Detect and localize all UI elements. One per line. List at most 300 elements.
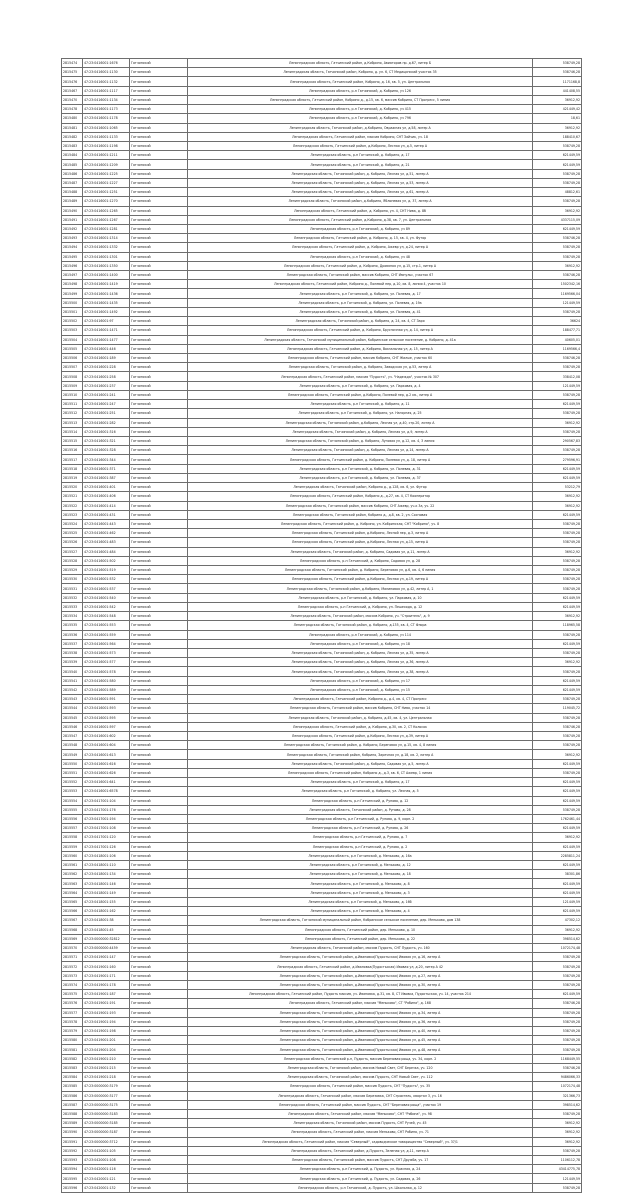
- cadastral-number-cell: 47:23:0416001:577: [83, 658, 130, 667]
- table-row: [62, 123, 582, 132]
- record-id-cell: 2815508: [62, 372, 83, 381]
- table-row: [62, 344, 582, 353]
- table-row: [62, 722, 582, 731]
- cadastral-number-cell: 47:23:0416001:626: [83, 768, 130, 777]
- district-cell: Гатчинский: [130, 1045, 188, 1054]
- cadastral-number-cell: 47:23:0420001:108: [83, 1156, 130, 1165]
- address-cell: Ленинградская область, Гатчинский район, массив "Меньково", СНТ "Рябина", уч. 98: [188, 1109, 533, 1118]
- cadastral-number-cell: 47:23:0417001:126: [83, 842, 130, 851]
- cadastral-number-cell: 47:23:0419001:187: [83, 990, 130, 999]
- value-cell: 441408,55: [533, 86, 582, 95]
- address-cell: Ленинградская область, Гатчинский район, Кобрино д., д.128, кв. 6, ул. Футор: [188, 483, 533, 492]
- table-row: [62, 851, 582, 860]
- address-cell: Ленинградская область, Гатчинский район, д.Кобрино, Яблоневая ул, д. 37, литер А: [188, 197, 533, 206]
- address-cell: Ленинградская область, Гатчинский район, д.Кобрино, Овражная ул, д.58, литер А: [188, 123, 533, 132]
- address-cell: Ленинградская область, Гатчинский район, массив Кобрино, СНТ Жилые, участок 60: [188, 354, 533, 363]
- address-cell: Ленинградская область, Гатчинский район, Кобрино д., д.15, кв. 6, массив Кобрино, СТ Прогресс, 5 линия: [188, 95, 533, 104]
- cadastral-number-cell: 47:23:0416001:1209: [83, 160, 130, 169]
- value-cell: 538749,28: [533, 538, 582, 547]
- value-cell: 121449,59: [533, 1174, 582, 1183]
- cadastral-number-cell: 47:23:0419001:215: [83, 1063, 130, 1072]
- record-id-cell: 2815533: [62, 602, 83, 611]
- record-id-cell: 2815576: [62, 999, 83, 1008]
- district-cell: Гатчинский: [130, 685, 188, 694]
- table-row: [62, 1128, 582, 1137]
- value-cell: 36912,92: [533, 750, 582, 759]
- table-row: [62, 1146, 582, 1155]
- record-id-cell: 2815572: [62, 962, 83, 971]
- table-row: [62, 446, 582, 455]
- table-row: [62, 473, 582, 482]
- district-cell: Гатчинский: [130, 805, 188, 814]
- value-cell: 118965,58: [533, 621, 582, 630]
- record-id-cell: 2815529: [62, 566, 83, 575]
- table-row: [62, 695, 582, 704]
- address-cell: Ленинградская область, Гатчинский район, д.Кобрино, Авиаторов пр. д.67, литер Б: [188, 59, 533, 68]
- district-cell: Гатчинский: [130, 768, 188, 777]
- cadastral-number-cell: 47:23:0416001:641: [83, 778, 130, 787]
- value-cell: 538749,28: [533, 584, 582, 593]
- address-cell: Ленинградская область, Гатчинский район, д.Кобрино, Малиновая ул, д.42, литер А, 1: [188, 584, 533, 593]
- table-row: [62, 953, 582, 962]
- address-cell: Ленинградская область, Гатчинский район, д. Кобрино, Береговая ул, д.6, кв. 4, 6 линия: [188, 566, 533, 575]
- district-cell: Гатчинский: [130, 206, 188, 215]
- address-cell: Ленинградская область, Гатчинский район, д. Кобрино, Лесная ул, д.35, литер А: [188, 649, 533, 658]
- table-row: [62, 925, 582, 934]
- record-id-cell: 2815523: [62, 510, 83, 519]
- record-id-cell: 2815516: [62, 446, 83, 455]
- cadastral-number-cell: 47:23:0416001:6578: [83, 787, 130, 796]
- district-cell: Гатчинский: [130, 243, 188, 252]
- address-cell: Ленинградская область, Гатчинский район, д. Кобрино, Заводская ул, д.53, литер А: [188, 363, 533, 372]
- district-cell: Гатчинский: [130, 1119, 188, 1128]
- address-cell: Ленинградская область, Гатчинский район, Пудость массив, уч. Ивановка, д.31, кв. 8, СТ Ивовка, Пудостьская, уч. 14, участок 214: [188, 990, 533, 999]
- record-id-cell: 2815587: [62, 1100, 83, 1109]
- address-cell: Ленинградская область, Гатчинский район, массив Меньково, СНТ Рябина, уч. 71: [188, 1128, 533, 1137]
- record-id-cell: 2815570: [62, 944, 83, 953]
- value-cell: 538749,28: [533, 1045, 582, 1054]
- table-row: [62, 178, 582, 187]
- value-cell: 36912,92: [533, 492, 582, 501]
- value-cell: 538749,28: [533, 630, 582, 639]
- table-row: [62, 584, 582, 593]
- district-cell: Гатчинский: [130, 1100, 188, 1109]
- address-cell: Ленинградская область, Гатчинский район, д. Кобрино, Лесная ул, д.36, литер А: [188, 658, 533, 667]
- value-cell: 538749,28: [533, 768, 582, 777]
- cadastral-number-cell: 47:23:0417001:108: [83, 824, 130, 833]
- cadastral-number-cell: 47:23:0416001:247: [83, 400, 130, 409]
- cadastral-number-cell: 47:23:0416001:580: [83, 676, 130, 685]
- value-cell: 621449,59: [533, 787, 582, 796]
- cadastral-number-cell: 47:23:0416001:602: [83, 731, 130, 740]
- address-cell: Ленинградская область, Гатчинский муниципальный район, Кобринское сельское поселение, дер. Меньково, дом 138: [188, 916, 533, 925]
- district-cell: Гатчинский: [130, 1156, 188, 1165]
- cadastral-number-cell: 47:23:0418001:146: [83, 879, 130, 888]
- record-id-cell: 2815551: [62, 768, 83, 777]
- cadastral-number-cell: 47:23:0417001:176: [83, 805, 130, 814]
- cadastral-number-cell: 47:23:0000000:3712: [83, 1137, 130, 1146]
- value-cell: 53212,79: [533, 483, 582, 492]
- cadastral-number-cell: 47:23:0416001:228: [83, 363, 130, 372]
- table-row: [62, 731, 582, 740]
- record-id-cell: 2815547: [62, 731, 83, 740]
- value-cell: 538749,28: [533, 695, 582, 704]
- cadastral-number-cell: 47:23:0416001:1281: [83, 224, 130, 233]
- address-cell: Ленинградская область, Гатчинский район, массив Пудость, СНТ Дружба, уч. 17: [188, 1156, 533, 1165]
- address-cell: Ленинградская область, Гатчинский район, д.Кобрино, Лесной пер, д.3, литер А: [188, 529, 533, 538]
- district-cell: Гатчинский: [130, 77, 188, 86]
- cadastral-number-cell: 47:23:0419001:193: [83, 1008, 130, 1017]
- table-row: [62, 575, 582, 584]
- district-cell: Гатчинский: [130, 593, 188, 602]
- value-cell: 36912,92: [533, 1119, 582, 1128]
- table-row: [62, 1165, 582, 1174]
- district-cell: Гатчинский: [130, 1026, 188, 1035]
- record-id-cell: 2815569: [62, 934, 83, 943]
- district-cell: Гатчинский: [130, 317, 188, 326]
- record-id-cell: 2815550: [62, 759, 83, 768]
- address-cell: Ленинградская область, Гатчинский район, дер. Меньково, д. 10: [188, 925, 533, 934]
- district-cell: Гатчинский: [130, 105, 188, 114]
- table-row: [62, 639, 582, 648]
- cadastral-number-cell: 47:23:0416001:542: [83, 602, 130, 611]
- record-id-cell: 2815560: [62, 851, 83, 860]
- record-id-cell: 2815583: [62, 1063, 83, 1072]
- table-row: [62, 1045, 582, 1054]
- district-cell: Гатчинский: [130, 234, 188, 243]
- table-row: [62, 612, 582, 621]
- table-row: [62, 289, 582, 298]
- value-cell: 538749,28: [533, 446, 582, 455]
- address-cell: Ленинградская область, Гатчинский район, Кобрино д., д.27, кв. 4, СТ Кооператор: [188, 492, 533, 501]
- district-cell: Гатчинский: [130, 95, 188, 104]
- address-cell: Ленинградская область, Гатчинский район, д. Кобрино, Ажевр ул, д.24, литер А: [188, 243, 533, 252]
- cadastral-number-cell: 47:23:0416001:1251: [83, 188, 130, 197]
- address-cell: Ленинградская область, Гатчинский район, массив Пудость, СНТ Пудость, уч. 160: [188, 944, 533, 953]
- cadastral-number-cell: 47:23:0416001:431: [83, 510, 130, 519]
- district-cell: Гатчинский: [130, 1128, 188, 1137]
- table-row: [62, 59, 582, 68]
- record-id-cell: 2815474: [62, 59, 83, 68]
- district-cell: Гатчинский: [130, 1054, 188, 1063]
- district-cell: Гатчинский: [130, 695, 188, 704]
- value-cell: 36912,92: [533, 547, 582, 556]
- table-row: [62, 510, 582, 519]
- table-row: [62, 436, 582, 445]
- table-row: [62, 685, 582, 694]
- district-cell: Гатчинский: [130, 1137, 188, 1146]
- table-row: [62, 1017, 582, 1026]
- table-row: [62, 556, 582, 565]
- value-cell: 538746,28: [533, 722, 582, 731]
- table-row: [62, 1100, 582, 1109]
- address-cell: Ленинградская область, Гатчинский район, д. Кобрино, ул. 4, СНТ Нива, д. 8б: [188, 206, 533, 215]
- value-cell: 538749,28: [533, 713, 582, 722]
- district-cell: Гатчинский: [130, 354, 188, 363]
- address-cell: Ленинградская область, р-н Гатчинский, д. Руново, д. 9, корп. 2: [188, 814, 533, 823]
- district-cell: Гатчинский: [130, 326, 188, 335]
- address-cell: Ленинградская область, Гатчинский район, дер. Меньково, д. 22: [188, 934, 533, 943]
- address-cell: Ленинградская область, р-н Гатчинский, д. Меньково, д. 4: [188, 907, 533, 916]
- district-cell: Гатчинский: [130, 1073, 188, 1082]
- value-cell: 538749,28: [533, 529, 582, 538]
- cadastral-number-cell: 47:23:0419001:198: [83, 1026, 130, 1035]
- district-cell: Гатчинский: [130, 796, 188, 805]
- cadastral-number-cell: 47:23:0416001:1211: [83, 151, 130, 160]
- value-cell: 538749,28: [533, 1109, 582, 1118]
- table-row: [62, 1054, 582, 1063]
- district-cell: Гатчинский: [130, 1165, 188, 1174]
- value-cell: 621449,59: [533, 151, 582, 160]
- address-cell: Ленинградская область, р-н Гатчинский, д. Меньково, д. 16а: [188, 851, 533, 860]
- cadastral-number-cell: 47:23:0416001:414: [83, 501, 130, 510]
- district-cell: Гатчинский: [130, 1174, 188, 1183]
- table-row: [62, 547, 582, 556]
- value-cell: 538746,28: [533, 1063, 582, 1072]
- property-register-table: [61, 58, 582, 1193]
- record-id-cell: 2815592: [62, 1146, 83, 1155]
- record-id-cell: 2815571: [62, 953, 83, 962]
- district-cell: Гатчинский: [130, 722, 188, 731]
- cadastral-number-cell: 47:23:0416001:1130: [83, 68, 130, 77]
- table-row: [62, 151, 582, 160]
- address-cell: Ленинградская область, Гатчинский район, д.Ивановка(Пудостьская) Ивовая ул, д.27, литер А: [188, 971, 533, 980]
- table-row: [62, 833, 582, 842]
- record-id-cell: 2815530: [62, 575, 83, 584]
- cadastral-number-cell: 47:23:0420001:121: [83, 1174, 130, 1183]
- record-id-cell: 2815487: [62, 178, 83, 187]
- cadastral-number-cell: 47:23:0417001:194: [83, 814, 130, 823]
- address-cell: Ленинградская область, р-н Гатчинский, д. Пудость, ул. Садовая, д. 26: [188, 1174, 533, 1183]
- table-row: [62, 390, 582, 399]
- cadastral-number-cell: 47:23:0416001:237: [83, 381, 130, 390]
- record-id-cell: 2815482: [62, 132, 83, 141]
- value-cell: 621449,59: [533, 796, 582, 805]
- district-cell: Гатчинский: [130, 436, 188, 445]
- district-cell: Гатчинский: [130, 1082, 188, 1091]
- district-cell: Гатчинский: [130, 547, 188, 556]
- record-id-cell: 2815499: [62, 289, 83, 298]
- district-cell: Гатчинский: [130, 1036, 188, 1045]
- table-row: [62, 824, 582, 833]
- district-cell: Гатчинский: [130, 602, 188, 611]
- address-cell: Ленинградская область, Гатчинский район, д.Ивановка(Пудостьская) Ивовая ул, д.45, литер А: [188, 1036, 533, 1045]
- record-id-cell: 2815488: [62, 188, 83, 197]
- value-cell: 621449,59: [533, 224, 582, 233]
- cadastral-number-cell: 47:23:0416001:1225: [83, 169, 130, 178]
- cadastral-number-cell: 47:23:0000000:3187: [83, 1128, 130, 1137]
- value-cell: 621449,59: [533, 400, 582, 409]
- table-row: [62, 630, 582, 639]
- district-cell: Гатчинский: [130, 639, 188, 648]
- cadastral-number-cell: 47:23:0416001:559: [83, 630, 130, 639]
- record-id-cell: 2815506: [62, 354, 83, 363]
- table-row: [62, 1073, 582, 1082]
- record-id-cell: 2815480: [62, 114, 83, 123]
- value-cell: 398514,62: [533, 934, 582, 943]
- district-cell: Гатчинский: [130, 381, 188, 390]
- cadastral-number-cell: 47:23:0416001:1314: [83, 234, 130, 243]
- address-cell: Ленинградская область, Гатчинский район, д. Кобрино, д.30, кв. 2, СТ Колосок: [188, 722, 533, 731]
- cadastral-number-cell: 47:23:0418001:134: [83, 870, 130, 879]
- table-row: [62, 621, 582, 630]
- value-cell: 538749,28: [533, 363, 582, 372]
- table-row: [62, 1156, 582, 1165]
- value-cell: 1169566,04: [533, 289, 582, 298]
- address-cell: Ленинградская область, Гатчинский район, д. Кобрино, Садовая ул, д.11, литер А: [188, 547, 533, 556]
- record-id-cell: 2815496: [62, 261, 83, 270]
- table-row: [62, 778, 582, 787]
- record-id-cell: 2815564: [62, 888, 83, 897]
- cadastral-number-cell: 47:23:0417001:104: [83, 796, 130, 805]
- record-id-cell: 2815537: [62, 639, 83, 648]
- district-cell: Гатчинский: [130, 621, 188, 630]
- table-row: [62, 1026, 582, 1035]
- table-row: [62, 962, 582, 971]
- district-cell: Гатчинский: [130, 132, 188, 141]
- value-cell: 538749,28: [533, 243, 582, 252]
- record-id-cell: 2815563: [62, 879, 83, 888]
- cadastral-number-cell: 47:23:0416001:1117: [83, 86, 130, 95]
- address-cell: Ленинградская область, р-н Гатчинский, д. Меньково, д. 3: [188, 888, 533, 897]
- table-row: [62, 68, 582, 77]
- record-id-cell: 2815486: [62, 169, 83, 178]
- district-cell: Гатчинский: [130, 418, 188, 427]
- address-cell: Ленинградская область, р-н Гатчинский, д. Меньково, д. 8: [188, 879, 533, 888]
- record-id-cell: 2815491: [62, 215, 83, 224]
- district-cell: Гатчинский: [130, 252, 188, 261]
- table-row: [62, 713, 582, 722]
- cadastral-number-cell: 47:23:0416001:1301: [83, 252, 130, 261]
- value-cell: 538749,28: [533, 1183, 582, 1192]
- table-row: [62, 1119, 582, 1128]
- cadastral-number-cell: 47:23:0418001:110: [83, 861, 130, 870]
- address-cell: Ленинградская область, р-н Гатчинский, д. Кобрино, уч 89: [188, 224, 533, 233]
- address-cell: Ленинградская область, Гатчинский район, д.Ивановка(Пудостьская) Ивовая ул, д.34, литер А: [188, 1008, 533, 1017]
- cadastral-number-cell: 47:23:0416001:97: [83, 317, 130, 326]
- table-row: [62, 805, 582, 814]
- value-cell: 1072174,48: [533, 944, 582, 953]
- cadastral-number-cell: 47:23:0418001:155: [83, 897, 130, 906]
- value-cell: 36912,92: [533, 95, 582, 104]
- value-cell: 36912,92: [533, 833, 582, 842]
- district-cell: Гатчинский: [130, 870, 188, 879]
- value-cell: 621449,59: [533, 778, 582, 787]
- record-id-cell: 2815489: [62, 197, 83, 206]
- record-id-cell: 2815568: [62, 925, 83, 934]
- address-cell: Ленинградская область, Гатчинский район, д.Пудость, Зеленая ул, д.11, литер А: [188, 1146, 533, 1155]
- district-cell: Гатчинский: [130, 492, 188, 501]
- table-row: [62, 602, 582, 611]
- cadastral-number-cell: 47:23:0416001:1178: [83, 114, 130, 123]
- district-cell: Гатчинский: [130, 584, 188, 593]
- record-id-cell: 2815536: [62, 630, 83, 639]
- value-cell: 538749,28: [533, 971, 582, 980]
- record-id-cell: 2815502: [62, 317, 83, 326]
- district-cell: Гатчинский: [130, 980, 188, 989]
- record-id-cell: 2815481: [62, 123, 83, 132]
- cadastral-number-cell: 47:23:0418001:162: [83, 907, 130, 916]
- address-cell: Ленинградская область, Гатчинский район, массив Пудость, СНТ "Березовая роща", участок 19: [188, 1100, 533, 1109]
- record-id-cell: 2815539: [62, 658, 83, 667]
- district-cell: Гатчинский: [130, 1063, 188, 1072]
- table-row: [62, 1137, 582, 1146]
- value-cell: 1171168,8: [533, 77, 582, 86]
- cadastral-number-cell: 47:23:0416001:241: [83, 390, 130, 399]
- record-id-cell: 2815515: [62, 436, 83, 445]
- record-id-cell: 2815467: [62, 86, 83, 95]
- record-id-cell: 2815478: [62, 105, 83, 114]
- value-cell: 538749,28: [533, 575, 582, 584]
- cadastral-number-cell: 47:23:0419001:204: [83, 1045, 130, 1054]
- cadastral-number-cell: 47:23:0416001:573: [83, 649, 130, 658]
- cadastral-number-cell: 47:23:0416001:1471: [83, 326, 130, 335]
- district-cell: Гатчинский: [130, 842, 188, 851]
- value-cell: 621449,59: [533, 160, 582, 169]
- record-id-cell: 2815540: [62, 667, 83, 676]
- table-row: [62, 741, 582, 750]
- value-cell: 338412,08: [533, 372, 582, 381]
- value-cell: 36912,92: [533, 261, 582, 270]
- value-cell: 621449,59: [533, 861, 582, 870]
- district-cell: Гатчинский: [130, 538, 188, 547]
- record-id-cell: 2815580: [62, 1036, 83, 1045]
- cadastral-number-cell: 47:23:0416001:344: [83, 455, 130, 464]
- cadastral-number-cell: 47:23:0419001:218: [83, 1073, 130, 1082]
- address-cell: Ленинградская область, Гатчинский район, д. Кобрино, д.45, кв. 4, ул. Центральная: [188, 713, 533, 722]
- address-cell: Ленинградская область, Гатчинский район, д.Кобрино, Лесная ул, д.39, литер А: [188, 731, 533, 740]
- address-cell: Ленинградская область, р-н Гатчинский, д. Кобрино, уч 15: [188, 685, 533, 694]
- cadastral-number-cell: 47:23:0416001:616: [83, 759, 130, 768]
- address-cell: Ленинградская область, Гатчинский район, д. Кобрино, д. 15, кв. 4, ул. Футор: [188, 234, 533, 243]
- district-cell: Гатчинский: [130, 409, 188, 418]
- record-id-cell: 2815565: [62, 897, 83, 906]
- record-id-cell: 2815574: [62, 980, 83, 989]
- value-cell: 538749,28: [533, 1026, 582, 1035]
- address-cell: Ленинградская область, Гатчинский район, д. Руново, д. 28: [188, 805, 533, 814]
- district-cell: Гатчинский: [130, 851, 188, 860]
- value-cell: 188477,71: [533, 326, 582, 335]
- address-cell: Ленинградская область, Гатчинский район, Кобрино д., д.3, кв. 6, СТ Ажевр, 1 линия: [188, 768, 533, 777]
- cadastral-number-cell: 47:23:0419001:160: [83, 962, 130, 971]
- table-row: [62, 538, 582, 547]
- value-cell: 36912,92: [533, 1137, 582, 1146]
- district-cell: Гатчинский: [130, 464, 188, 473]
- record-id-cell: 2815552: [62, 778, 83, 787]
- record-id-cell: 2815503: [62, 326, 83, 335]
- value-cell: 538746,28: [533, 271, 582, 280]
- value-cell: 9486066,33: [533, 1073, 582, 1082]
- table-row: [62, 114, 582, 123]
- record-id-cell: 2815493: [62, 234, 83, 243]
- table-row: [62, 750, 582, 759]
- address-cell: Ленинградская область, Гатчинский район, д.Кобрино, Лесная ул, д.19, литер А: [188, 575, 533, 584]
- table-row: [62, 1091, 582, 1100]
- record-id-cell: 2815532: [62, 593, 83, 602]
- table-row: [62, 335, 582, 344]
- district-cell: Гатчинский: [130, 261, 188, 270]
- address-cell: Ленинградская область, р-н Гатчинский, д. Кобрино, д. 17: [188, 151, 533, 160]
- district-cell: Гатчинский: [130, 990, 188, 999]
- record-id-cell: 2815500: [62, 298, 83, 307]
- cadastral-number-cell: 47:23:0416001:1419: [83, 280, 130, 289]
- district-cell: Гатчинский: [130, 1017, 188, 1026]
- record-id-cell: 2815535: [62, 621, 83, 630]
- address-cell: Ленинградская область, Гатчинский район, д. Кобрино, Береговая ул, д.15, кв. 4, 8 линия: [188, 741, 533, 750]
- table-row: [62, 519, 582, 528]
- address-cell: Ленинградская область, Гатчинский район, д. Кобрино, Лесная ул, д.14, литер А: [188, 446, 533, 455]
- record-id-cell: 2815558: [62, 833, 83, 842]
